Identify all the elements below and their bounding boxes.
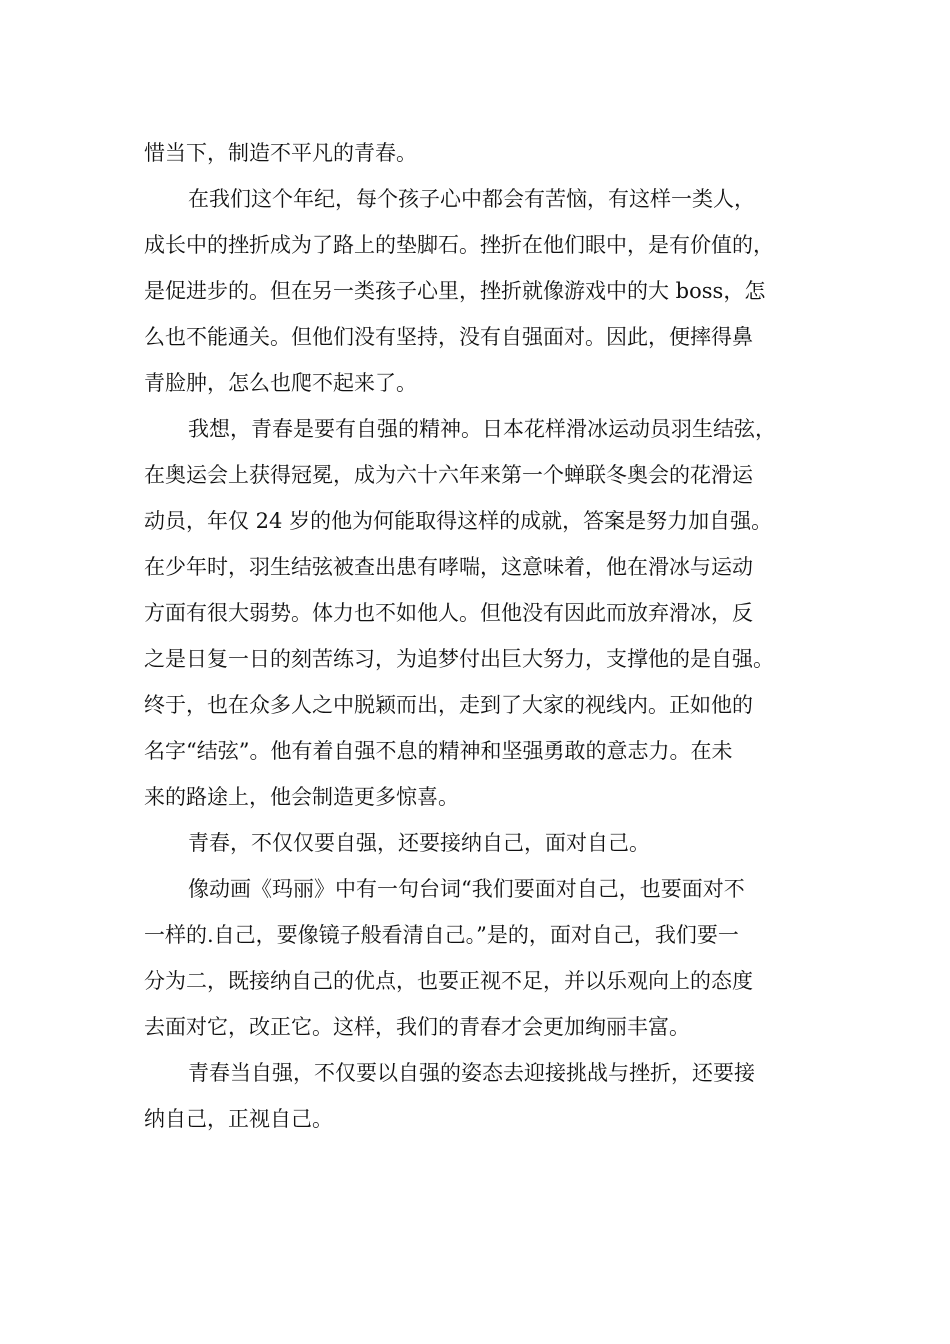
text-line: 分为二，既接纳自己的优点，也要正视不足，并以乐观向上的态度 [144, 969, 753, 993]
paragraph-6 [144, 1050, 834, 1142]
document-body [144, 130, 834, 1142]
text-line: 成长中的挫折成为了路上的垫脚石。挫折在他们眼中，是有价值的， [144, 233, 774, 257]
text-line: 是促进步的。但在另一类孩子心里，挫折就像游戏中的大 boss，怎 [144, 279, 766, 303]
text-line: 在奥运会上获得冠冕，成为六十六年来第一个蝉联冬奥会的花滑运 [144, 463, 753, 487]
text-line: 青春当自强，不仅要以自强的姿态去迎接挑战与挫折，还要接 [188, 1061, 755, 1085]
text-line: 青脸肿，怎么也爬不起来了。 [144, 371, 417, 395]
paragraph-3 [144, 406, 834, 820]
text-line: 惜当下，制造不平凡的青春。 [144, 141, 417, 165]
text-line: 来的路途上，他会制造更多惊喜。 [144, 785, 459, 809]
text-line: 之是日复一日的刻苦练习，为追梦付出巨大努力，支撑他的是自强。 [144, 647, 774, 671]
text-line: 在我们这个年纪，每个孩子心中都会有苦恼，有这样一类人， [188, 187, 755, 211]
text-line: 纳自己，正视自己。 [144, 1107, 333, 1131]
text-line: 么也不能通关。但他们没有坚持，没有自强面对。因此，便摔得鼻 [144, 325, 753, 349]
text-line: 名字“结弦”。他有着自强不息的精神和坚强勇敢的意志力。在未 [144, 739, 733, 763]
text-line: 终于，也在众多人之中脱颖而出，走到了大家的视线内。正如他的 [144, 693, 753, 717]
paragraph-4 [144, 820, 834, 866]
text-line: 青春，不仅仅要自强，还要接纳自己，面对自己。 [188, 831, 650, 855]
text-line: 在少年时，羽生结弦被查出患有哮喘，这意味着，他在滑冰与运动 [144, 555, 753, 579]
paragraph-5 [144, 866, 834, 1050]
text-line: 一样的.自己，要像镜子般看清自己。”是的，面对自己，我们要一 [144, 923, 739, 947]
text-line: 像动画《玛丽》中有一句台词“我们要面对自己，也要面对不 [188, 877, 745, 901]
paragraph-1 [144, 130, 834, 176]
text-line: 去面对它，改正它。这样，我们的青春才会更加绚丽丰富。 [144, 1015, 690, 1039]
text-line: 方面有很大弱势。体力也不如他人。但他没有因此而放弃滑冰，反 [144, 601, 753, 625]
text-line: 动员，年仅 24 岁的他为何能取得这样的成就，答案是努力加自强。 [144, 509, 773, 533]
text-line: 我想，青春是要有自强的精神。日本花样滑冰运动员羽生结弦， [188, 417, 776, 441]
paragraph-2 [144, 176, 834, 406]
